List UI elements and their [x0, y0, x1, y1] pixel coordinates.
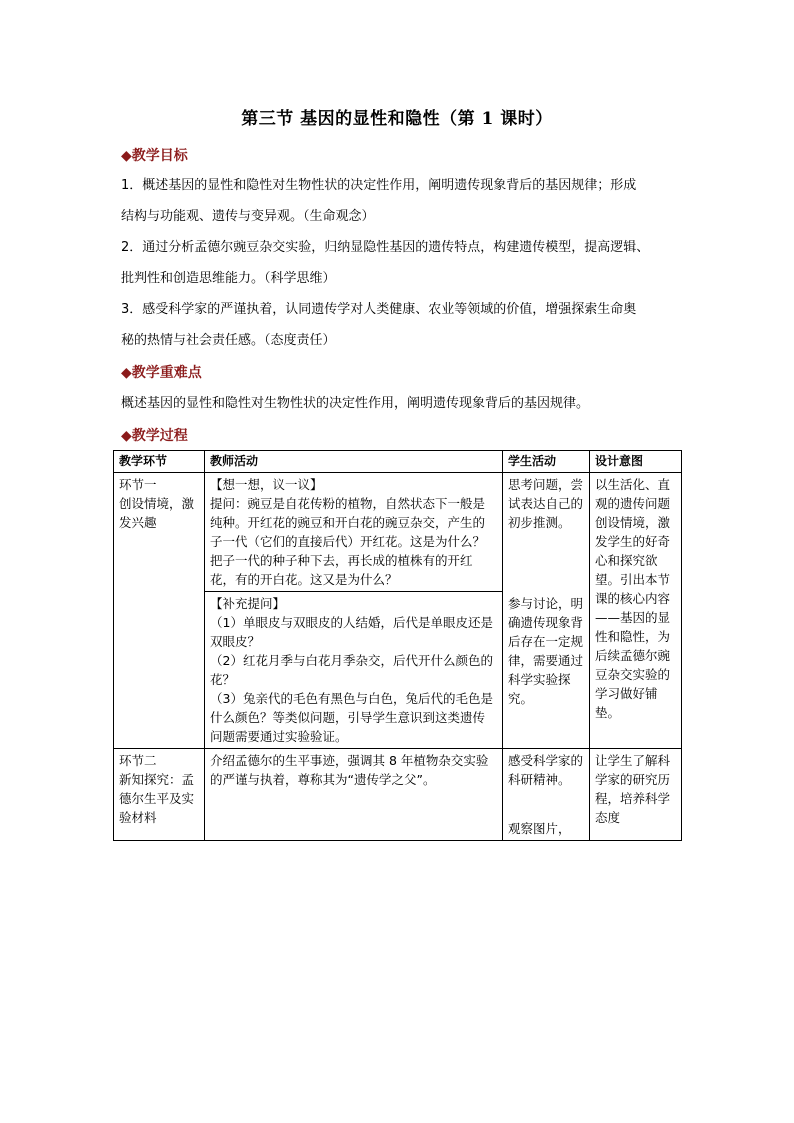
table-header-row: [114, 451, 682, 473]
header-stage: 教学环节: [114, 451, 205, 473]
teacher-cell: [205, 592, 503, 749]
teaching-process-table: [113, 450, 682, 841]
table-row: [114, 473, 682, 592]
student-cell: [503, 473, 590, 749]
objective-line: 批判性和创造思维能力。（科学思维）: [121, 271, 336, 286]
student-text: 思考问题，尝试表达自己的初步推测。: [508, 477, 584, 530]
stage-cell: 环节一 创设情境，激发兴趣: [114, 473, 205, 749]
teacher-text: 把子一代的种子种下去，再长成的植株有的开红花，有的开白花。这又是为什么？: [210, 553, 473, 587]
key-points-heading: ◆教学重难点: [121, 365, 202, 381]
student-cell: [503, 749, 590, 841]
teacher-text: （1）单眼皮与双眼皮的人结婚，后代是单眼皮还是双眼皮？: [210, 615, 493, 649]
teacher-text: （2）红花月季与白花月季杂交，后代开什么颜色的花？: [210, 653, 493, 687]
intent-cell: 以生活化、直观的遗传问题创设情境，激发学生的好奇心和探究欲望。引出本节课的核心内容——基因的显性和隐性，为后续孟德尔豌豆杂交实验的学习做好铺垫。: [590, 473, 682, 749]
student-text: 参与讨论，明确遗传现象背后存在一定规律，需要通过科学实验探究。: [508, 596, 584, 706]
teacher-subtitle: 【补充提问】: [210, 596, 286, 611]
teacher-text: （3）兔亲代的毛色有黑色与白色，兔后代的毛色是什么颜色？等类似问题，引导学生意识到这类遗传问题需要通过实验验证。: [210, 691, 493, 744]
page-title: 第三节 基因的显性和隐性（第 1 课时）: [241, 109, 553, 129]
key-points-text: [121, 388, 681, 419]
intent-cell: 让学生了解科学家的研究历程，培养科学态度: [590, 749, 682, 841]
key-points-line: 概述基因的显性和隐性对生物性状的决定性作用，阐明遗传现象背后的基因规律。: [121, 396, 590, 411]
objective-line: 结构与功能观、遗传与变异观。（生命观念）: [121, 209, 375, 224]
teacher-cell: [205, 473, 503, 592]
header-teacher: 教师活动: [205, 451, 503, 473]
objective-line: 3．感受科学家的严谨执着，认同遗传学对人类健康、农业等领域的价值，增强探索生命奥: [121, 302, 637, 317]
objective-line: 1．概述基因的显性和隐性对生物性状的决定性作用，阐明遗传现象背后的基因规律；形成: [121, 178, 637, 193]
teacher-subtitle: 【想一想，议一议】: [210, 477, 323, 492]
header-student: 学生活动: [503, 451, 590, 473]
student-text: 感受科学家的科研精神。: [508, 753, 584, 787]
student-text: 观察图片，: [508, 821, 571, 836]
objectives-list: [121, 170, 681, 356]
table-row: [114, 749, 682, 841]
objective-line: 秘的热情与社会责任感。（态度责任）: [121, 333, 336, 348]
header-intent: 设计意图: [590, 451, 682, 473]
stage-cell: 环节二 新知探究：孟德尔生平及实验材料: [114, 749, 205, 841]
objective-line: 2．通过分析孟德尔豌豆杂交实验，归纳显隐性基因的遗传特点，构建遗传模型，提高逻辑、: [121, 240, 650, 255]
teacher-text: 提问：豌豆是自花传粉的植物，自然状态下一般是纯种。开红花的豌豆和开白花的豌豆杂交，产生的子一代（它们的直接后代）开红花。这是为什么？: [210, 496, 486, 549]
teacher-cell: 介绍孟德尔的生平事迹，强调其 8 年植物杂交实验的严谨与执着，尊称其为“遗传学之父”。: [205, 749, 503, 841]
process-heading: ◆教学过程: [121, 428, 188, 444]
objectives-heading: ◆教学目标: [121, 148, 188, 164]
